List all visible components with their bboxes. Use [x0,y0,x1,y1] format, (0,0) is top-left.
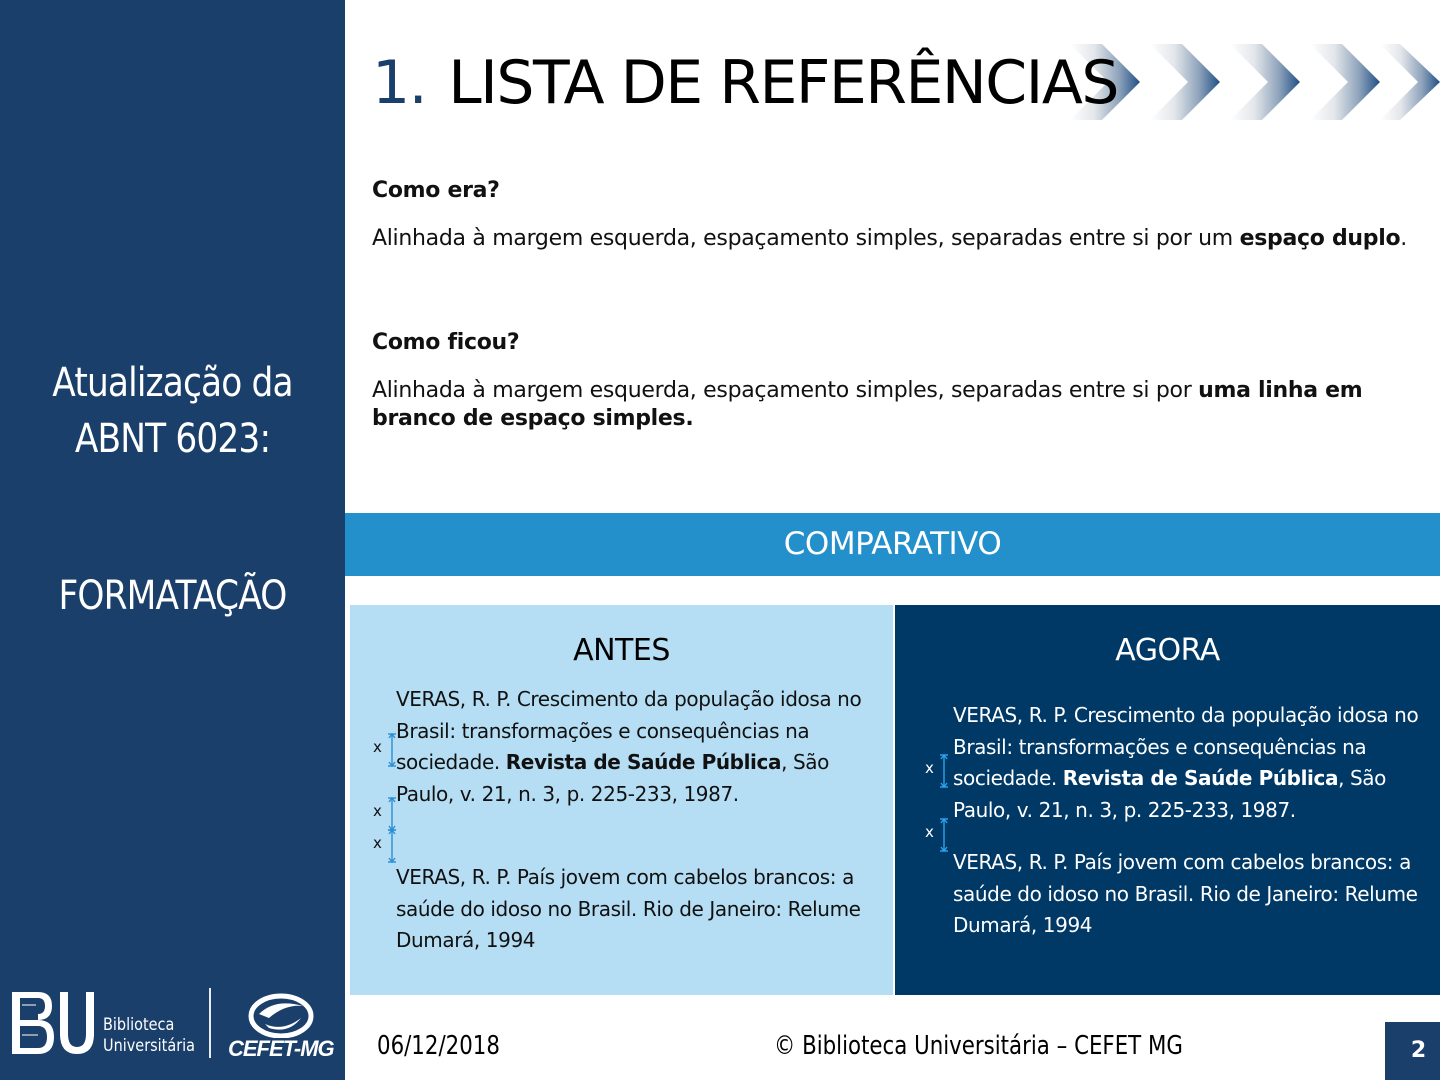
sidebar-title-line-2: ABNT 6023: [74,416,271,462]
bu-logo-line-2: Universitária [103,1036,196,1056]
spacing-bracket-icon [386,829,398,863]
spacing-bracket-icon [938,818,950,852]
ref1-text: VERAS, R. P. Crescimento da população idosa no Brasil: transformações e consequências na sociedade. [953,703,1419,790]
bu-logo-label [103,1015,195,1057]
bu-logo-icon [12,990,96,1056]
section-number: 1. [372,48,427,118]
sidebar-subtitle: FORMATAÇÃO [58,573,287,619]
antes-reference-1 [396,684,866,810]
bu-logo-line-1: Biblioteca [103,1015,175,1035]
spacing-bracket-icon [938,754,950,788]
ref1-tail: , São Paulo, v. 21, n. 3, p. 225-233, 1987. [953,766,1386,822]
question-before: Como era? [372,178,500,203]
answer-before-end: . [1400,226,1407,251]
ref1-journal: Revista de Saúde Pública [505,750,782,774]
footer-date: 06/12/2018 [377,1031,500,1061]
spacing-bracket-icon [386,797,398,831]
answer-after-text: Alinhada à margem esquerda, espaçamento simples, separadas entre si por [372,378,1199,403]
sidebar-title [24,355,321,467]
agora-reference-2: VERAS, R. P. País jovem com cabelos brancos: a saúde do idoso no Brasil. Rio de Janeiro: Relume Dumará, 1994 [953,850,1418,937]
cefet-logo-icon [245,992,315,1038]
sidebar [0,0,345,1080]
answer-after-bold: uma linha em branco de espaço simples. [372,378,1363,431]
antes-reference-2: VERAS, R. P. País jovem com cabelos brancos: a saúde do idoso no Brasil. Rio de Janeiro: Relume Dumará, 1994 [396,865,861,952]
answer-before-text: Alinhada à margem esquerda, espaçamento simples, separadas entre si por um [372,226,1240,251]
page-title [372,48,1118,118]
antes-heading: ANTES [573,633,670,668]
ref1-text: VERAS, R. P. Crescimento da população idosa no Brasil: transformações e consequências na sociedade. [396,687,862,774]
antes-panel [350,605,893,995]
agora-heading: AGORA [1115,633,1220,668]
spacing-bracket-icon [386,733,398,767]
antes-spacing-mark: x [373,802,382,820]
antes-spacing-mark: x [373,834,382,852]
footer-copyright: © Biblioteca Universitária – CEFET MG [774,1031,1183,1061]
page-number: 2 [1385,1022,1440,1080]
agora-reference-1 [953,700,1423,826]
answer-before-bold: espaço duplo [1239,226,1401,251]
answer-before [372,225,1422,253]
sidebar-title-line-1: Atualização da [52,360,293,406]
cefet-logo-text: CEFET-MG [228,1036,334,1061]
answer-after [372,377,1422,433]
agora-spacing-mark: x [925,759,934,777]
logo-divider [209,988,211,1058]
agora-spacing-mark: x [925,823,934,841]
ref1-tail: , São Paulo, v. 21, n. 3, p. 225-233, 1987. [396,750,829,806]
question-after: Como ficou? [372,330,520,355]
comparativo-banner: COMPARATIVO [345,513,1440,576]
agora-panel [895,605,1440,995]
antes-spacing-mark: x [373,738,382,756]
ref1-journal: Revista de Saúde Pública [1062,766,1339,790]
section-title: LISTA DE REFERÊNCIAS [448,48,1118,118]
